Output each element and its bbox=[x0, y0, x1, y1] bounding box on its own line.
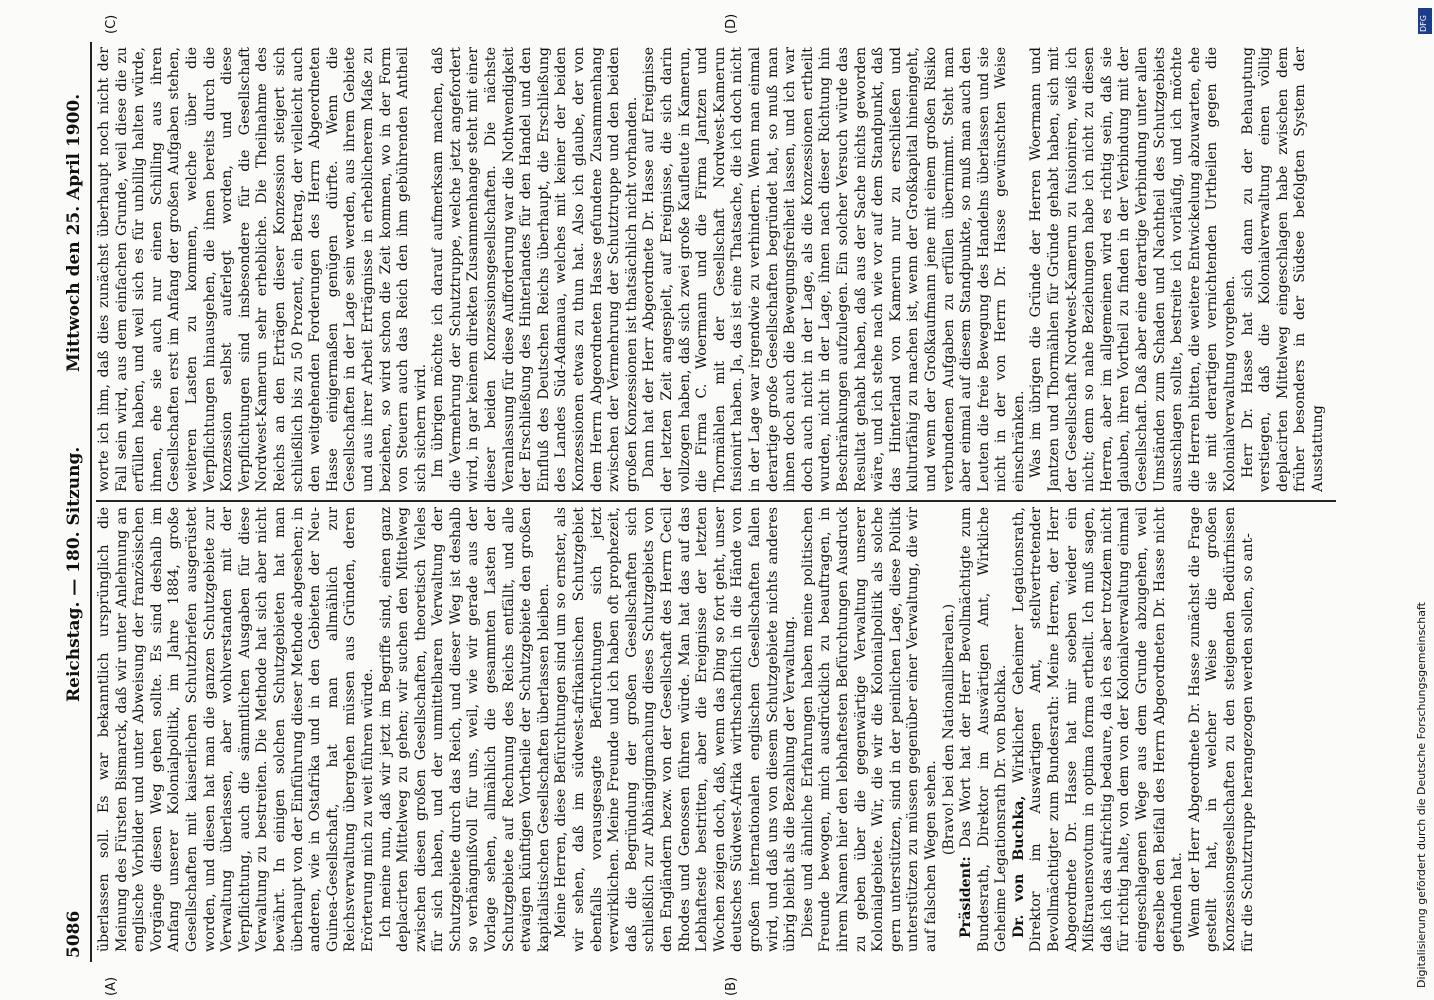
left-text-column bbox=[96, 507, 1336, 952]
paragraph: Meine Herren, diese Befürchtungen sind um so ernster, als wir sehen, daß im südwest-afrikanischen Schutzgebiet ebenfalls vorausgesagte Befürchtungen sich jetzt verwirklichen. Meine Freunde und ich haben oft prophezeit, daß die Begründung der großen Gesellschaften sich schließlich zur Abhängigmachung dieses Schutzgebiets von den Engländern bezw. von der Gesellschaft des Herrn Cecil Rhodes und Genossen führen würde. Man hat das auf das Lebhafteste bestritten, aber die Ereignisse der letzten Wochen zeigen doch, daß, wenn das Ding so fort geht, unser deutsches Südwest-Afrika wirthschaftlich in die Hände von großen internationalen englischen Gesellschaften fallen wird, und daß uns von diesem Schutzgebiete nichts anderes übrig bleibt als die Bezahlung der Verwaltung. bbox=[553, 507, 799, 952]
paragraph: Dann hat der Herr Abgeordnete Dr. Hasse auf Ereignisse der letzten Zeit angespielt, auf Ereignisse, die sich darin vollzogen haben, daß sich zwei große Kaufleute in Kamerun, die Firma C. Woermann und die Firma Jantzen und Thormählen mit der Gesellschaft Nordwest-Kamerun fusionirt haben. Ja, das ist eine Thatsache, die ich doch nicht in der Lage war irgendwie zu verhindern. Wenn man einmal derartige große Gesellschaften begründet hat, so muß man ihnen doch auch die Bewegungsfreiheit lassen, und ich war doch auch nicht in der Lage, als die Konzessionen ertheilt wurden, nicht in der Lage, ihnen nach dieser Richtung hin Beschränkungen aufzulegen. Ein solcher Versuch würde das Resultat gehabt haben, daß aus der Sache nichts geworden wäre, und ich stehe nach wie vor auf dem Standpunkt, daß das Hinterland von Kamerun nur zu erschließen und kulturfähig zu machen ist, wenn der Großkapital hineingeht, und wenn der Großkaufmann jene mit einem großen Risiko verbundenen Aufgaben zu erfüllen übernimmt. Steht man aber einmal auf diesem Standpunkte, so muß man auch den Leuten die freie Bewegung des Handelns überlassen und sie nicht in der von Herrn Dr. Hasse gewünschten Weise einschränken. bbox=[641, 47, 1027, 492]
header-rule bbox=[90, 42, 92, 962]
rotated-page-content bbox=[62, 13, 1362, 996]
margin-marker-d: (D) bbox=[724, 13, 739, 34]
session-title: Reichstag. — 180. Sitzung. bbox=[64, 446, 84, 702]
paragraph: worte ich ihm, daß dies zunächst überhaupt noch nicht der Fall sein wird, aus dem einfachen Grunde, weil diese die zu erfüllen haben, und weil sich es für unbillig halten würde, ihnen, ehe sie auch nur einen Schilling aus ihren Gesellschaften erst im Anfang der großen Aufgaben stehen, weiteren Lasten zu kommen, welche über die Verpflichtungen hinausgehen, die ihnen bereits durch die Konzession selbst auferlegt worden, und diese Verpflichtungen sind insbesondere für die Gesellschaft Nordwest-Kamerun sehr erhebliche. Die Theilnahme des Reichs an den Erträgen dieser Konzession steigert sich schließlich bis zu 50 Prozent, ein Betrag, der vielleicht auch den weitgehenden Forderungen des Herrn Abgeordneten Hasse einigermaßen genügen dürfte. Wenn die Gesellschaften in der Lage sein werden, aus ihrem Gebiete und aus ihrer Arbeit Erträgnisse in erheblicherem Maße zu beziehen, so wird schon die Zeit kommen, wo in der Form von Steuern auch das Reich den ihm gebührenden Antheil sich sichern wird. bbox=[96, 47, 429, 492]
digitization-credit bbox=[1415, 12, 1431, 988]
page-header bbox=[62, 42, 88, 962]
paragraph bbox=[958, 507, 1011, 952]
margin-marker-c: (C) bbox=[104, 14, 119, 34]
paragraph: Im übrigen möchte ich darauf aufmerksam machen, daß die Vermehrung der Schutztruppe, welche jetzt angefordert wird, in gar keinem direkten Zusammenhange steht mit einer dieser beiden Konzessionsgesellschaften. Die nächste Veranlassung für diese Aufforderung war die Nothwendigkeit der Erschließung des Hinterlandes für den Handel und den Einfluß des Deutschen Reichs überhaupt, die Erschließung des Landes Süd-Adamaua, welches mit keiner der beiden Konzessionen etwas zu thun hat. Also ich glaube, der von dem Herrn Abgeordneten Hasse gefundene Zusammenhang zwischen der Vermehrung der Schutztruppe und den beiden großen Konzessionen ist thatsächlich nicht vorhanden. bbox=[430, 47, 640, 492]
paragraph: überlassen soll. Es war bekanntlich ursprünglich die Meinung des Fürsten Bismarck, daß wir unter Anlehnung an englische Vorbilder und unter Abweisung der französischen Vorgänge diesen Weg gehen sollte. Es sind deshalb im Anfang unserer Kolonialpolitik, im Jahre 1884, große Gesellschaften mit kaiserlichen Schutzbriefen ausgerüstet worden, und diesen hat man die ganzen Schutzgebiete zur Verwaltung überlassen, aber wohlverstanden mit der Verpflichtung, auch die sämmtlichen Ausgaben für diese Verwaltung zu bestreiten. Die Methode hat sich aber nicht bewährt. In einigen solchen Schutzgebieten hat man überhaupt von der Einführung dieser Methode abgesehen; in anderen, wie in Ostafrika und in den Gebieten der Neu-Guinea-Gesellschaft, hat man allmählich zur Reichsverwaltung übergehen müssen aus Gründen, deren Erörterung mich zu weit führen würde. bbox=[96, 507, 376, 952]
page-number: 5086 bbox=[64, 910, 84, 958]
margin-marker-b: (B) bbox=[724, 976, 739, 996]
paragraph: Ich meine nun, daß wir jetzt im Begriffe sind, einen ganz deplacirten Mittelweg zu gehen; wir suchen den Mittelweg zwischen diesen großen Gesellschaften, theoretisch Vieles für sich haben, und der unmittelbaren Verwaltung der Schutzgebiete durch das Reich, und dieser Weg ist deshalb so verhängnißvoll für uns, weil, wie wir gerade aus der Vorlage sehen, allmählich die gesammten Lasten der Schutzgebiete auf Rechnung des Reichs entfällt, und alle etwaigen künftigen Vortheile der Schutzgebiete den großen kapitalistischen Gesellschaften überlassen bleiben. bbox=[377, 507, 552, 952]
paragraph: Was im übrigen die Gründe der Herren Woermann und Jantzen und Thormählen für Gründe gehabt haben, sich mit der Gesellschaft Nordwest-Kamerun zu fusioniren, weiß ich nicht; denn so nahe Beziehungen habe ich nicht zu diesen Herren, aber im allgemeinen wird es richtig sein, daß sie glauben, ihren Vortheil zu finden in der Verbindung mit der Gesellschaft. Daß aber eine derartige Verbindung unter allen Umständen zum Schaden und Nachtheil des Schutzgebiets ausschlagen sollte, bestreite ich vorläufig, und ich möchte die Herren bitten, die weitere Entwickelung abzuwarten, ehe sie mit derartigen vernichtenden Urtheilen gegen die Kolonialverwaltung vorgehen. bbox=[1028, 47, 1238, 492]
dfg-logo bbox=[1418, 8, 1432, 34]
paragraph: Wenn der Herr Abgeordnete Dr. Hasse zunächst die Frage gestellt hat, in welcher Weise die großen Konzessionsgesellschaften zu den steigenden Bedürfnissen für die Schutztruppe herangezogen werden sollen, so ant- bbox=[1186, 507, 1256, 952]
credit-text: Digitalisierung gefördert durch die Deutsche Forschungsgemeinschaft bbox=[1415, 602, 1428, 988]
right-text-column bbox=[96, 47, 1336, 492]
dfg-logo-text: DFG bbox=[1419, 15, 1428, 32]
speech-text: Das Wort hat der Herr Bevollmächtigte zum Bundesrath, Direktor im Auswärtigen Amt, Wirkliche Geheime Legationsrath Dr. von Buchka. bbox=[958, 507, 1010, 952]
applause-note: (Bravo! bei den Nationalliberalen.) bbox=[940, 603, 957, 856]
margin-marker-a: (A) bbox=[104, 976, 119, 996]
speaker-name: Präsident: bbox=[958, 856, 975, 938]
session-date: Mittwoch den 25. April 1900. bbox=[64, 93, 84, 372]
column-divider bbox=[96, 500, 1336, 502]
paragraph bbox=[1011, 507, 1187, 952]
speech-text: Wirklicher Geheimer Legationsrath, Direktor im Auswärtigen Amt, stellvertretender Bevollmächtigter zum Bundesrath: Meine Herren, der Herr Abgeordnete Dr. Hasse hat mir soeben wieder ein Mißtrauensvotum in optima forma ertheilt. Ich muß sagen, daß ich das aufrichtig bedaure, da ich es aber trotzdem nicht für richtig halte, von dem von der Kolonialverwaltung einmal eingeschlagenen Wege aus dem Grunde abzugehen, weil derselbe den Beifall des Herrn Abgeordneten Dr. Hasse nicht gefunden hat. bbox=[1010, 507, 1186, 952]
paragraph: Herr Dr. Hasse hat sich dann zu der Behauptung verstiegen, daß die Kolonialverwaltung einen völlig deplacirten Mittelweg eingeschlagen habe zwischen dem früher besonders in der Südsee befolgten System der Ausstattung bbox=[1239, 47, 1326, 492]
paragraph: Diese und ähnliche Erfahrungen haben meine politischen Freunde bewogen, mich ausdrücklich zu beauftragen, in ihrem Namen hier den lebhaftesten Befürchtungen Ausdruck zu geben über die gegenwärtige Verwaltung unserer Kolonialgebiete. Wir, die wir die Kolonialpolitik als solche gern unterstützen, sind in der peinlichen Lage, diese Politik unterstützen zu müssen gegenüber einer Verwaltung, die wir auf falschen Wegen sehen. bbox=[799, 507, 939, 952]
speaker-name: Dr. von Buchka, bbox=[1010, 795, 1027, 938]
